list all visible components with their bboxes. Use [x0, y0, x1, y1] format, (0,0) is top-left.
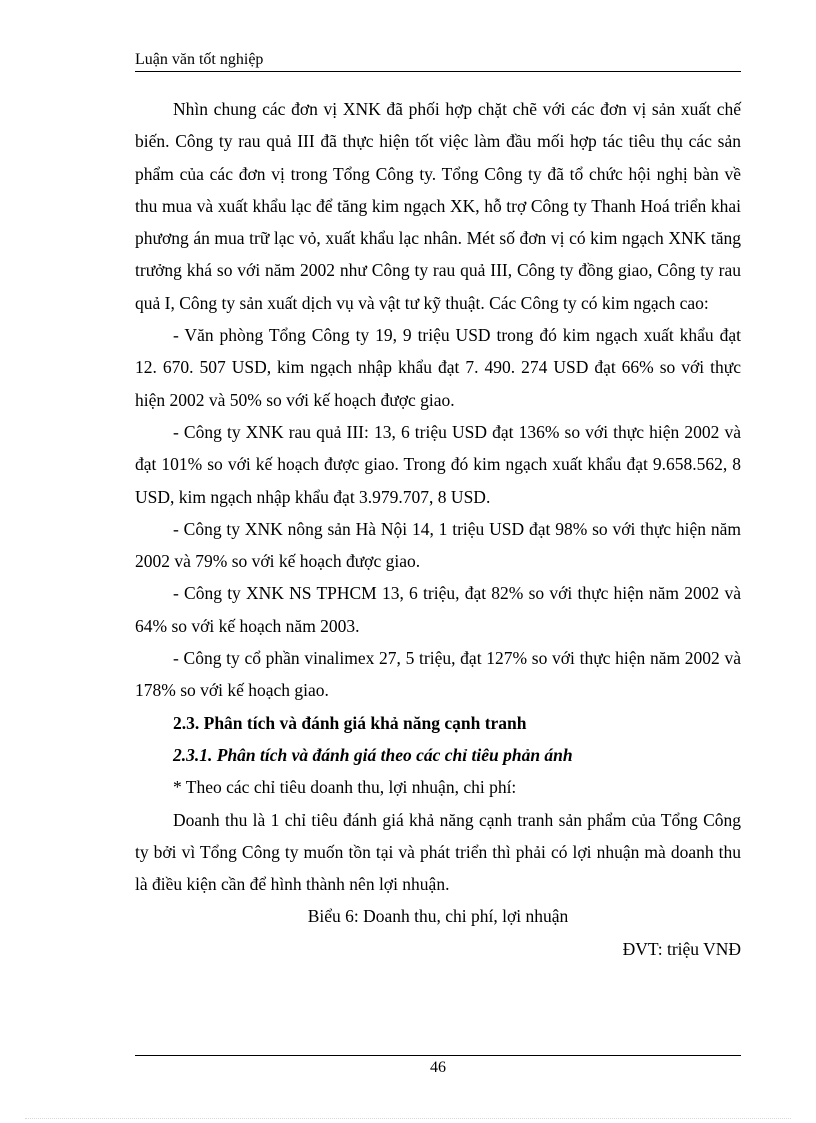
subsection-heading: 2.3.1. Phân tích và đánh giá theo các chỉ tiêu phản ánh — [173, 744, 573, 765]
bullet-hcmc-agri: - Công ty XNK NS TPHCM 13, 6 triệu, đạt 82% so với thực hiện năm 2002 và 64% so với kế hoạch năm 2003. — [135, 583, 741, 636]
criteria-line: * Theo các chỉ tiêu doanh thu, lợi nhuận, chi phí: — [173, 777, 517, 798]
header-rule — [135, 71, 741, 72]
revenue-paragraph: Doanh thu là 1 chỉ tiêu đánh giá khả năng cạnh tranh sản phẩm của Tổng Công ty bởi vì Tổng Công ty muốn tồn tại và phát triển thì phải có lợi nhuận mà doanh thu là điều kiện cần để hình thành nên lợi nhuận. — [135, 809, 741, 895]
page-edge-divider — [25, 1118, 791, 1119]
table-caption: Biểu 6: Doanh thu, chi phí, lợi nhuận — [307, 906, 569, 927]
bullet-hanoi-agri: - Công ty XNK nông sản Hà Nội 14, 1 triệu USD đạt 98% so với thực hiện năm 2002 và 79% so với kế hoạch được giao. — [135, 518, 741, 572]
page-body — [135, 93, 741, 965]
unit-note: ĐVT: triệu VNĐ — [622, 938, 741, 959]
section-heading: 2.3. Phân tích và đánh giá khả năng cạnh tranh — [173, 712, 527, 733]
running-header: Luận văn tốt nghiệp — [135, 51, 264, 68]
footer-rule — [135, 1055, 741, 1056]
bullet-fruit-veg-iii: - Công ty XNK rau quả III: 13, 6 triệu USD đạt 136% so với thực hiện 2002 và đạt 101% so với kế hoạch được giao. Trong đó kim ngạch xuất khẩu đạt 9.658.562, 8 USD, kim ngạch nhập khẩu đạt 3.979.707, 8 USD. — [135, 421, 741, 507]
bullet-head-office: - Văn phòng Tổng Công ty 19, 9 triệu USD trong đó kim ngạch xuất khẩu đạt 12. 670. 507 USD, kim ngạch nhập khẩu đạt 7. 490. 274 USD đạt 66% so với thực hiện 2002 và 50% so với kế hoạch được giao. — [135, 325, 741, 410]
intro-paragraph: Nhìn chung các đơn vị XNK đã phối hợp chặt chẽ với các đơn vị sản xuất chế biến. Công ty rau quả III đã thực hiện tốt việc làm đầu mối hợp tác tiêu thụ các sản phẩm của các đơn vị trong Tổng Công ty. Tổng Công ty đã tổ chức hội nghị bàn về thu mua và xuất khẩu lạc để tăng kim ngạch XK, hỗ trợ Công ty Thanh Hoá triển khai phương án mua trữ lạc vỏ, xuất khẩu lạc nhân. Mét số đơn vị có kim ngạch XNK tăng trưởng khá so với năm 2002 như Công ty rau quả III, Công ty đồng giao, Công ty rau quả I, Công ty sản xuất dịch vụ và vật tư kỹ thuật. Các Công ty có kim ngạch cao: — [135, 99, 741, 313]
bullet-vinalimex: - Công ty cổ phần vinalimex 27, 5 triệu, đạt 127% so với thực hiện năm 2002 và 178% so với kế hoạch giao. — [135, 648, 741, 701]
page-number: 46 — [430, 1059, 446, 1076]
